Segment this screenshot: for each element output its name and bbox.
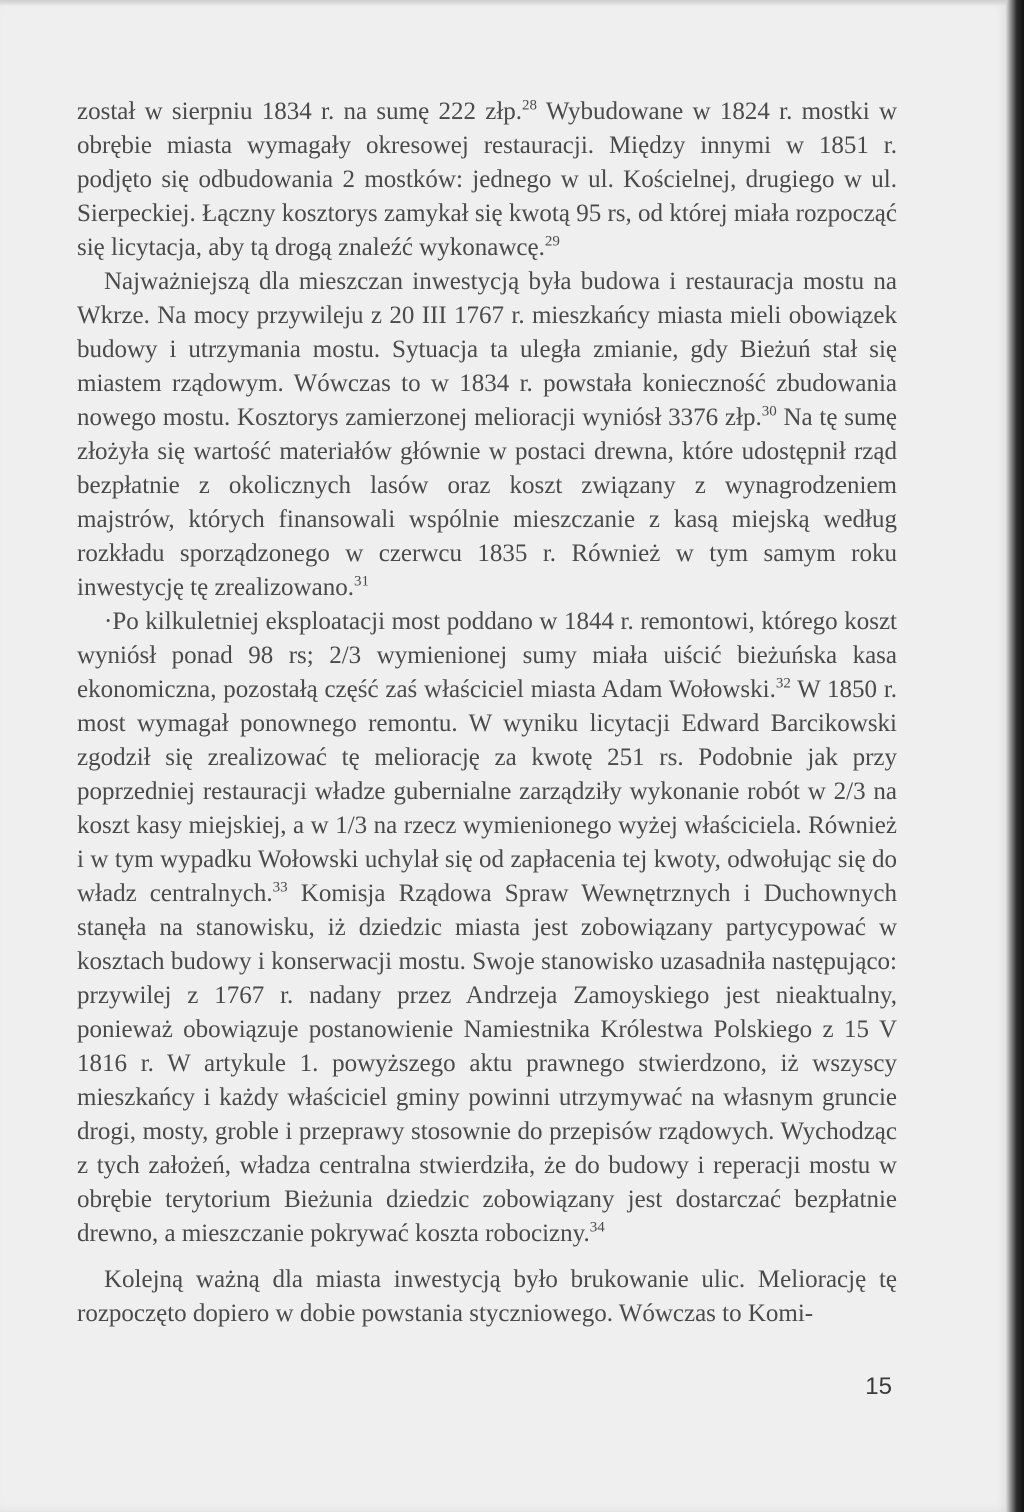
- footnote-ref: 28: [522, 97, 538, 114]
- page-edge-shadow: [1006, 0, 1024, 1512]
- footnote-ref: 31: [353, 573, 369, 590]
- paragraph-4: [77, 1263, 897, 1331]
- text-run: Kolejną ważną dla miasta inwestycją było brukowanie ulic. Meliorację tę rozpoczęto dopiero w dobie powstania styczniowego. Wówczas to Komi-: [77, 1266, 897, 1327]
- text-run: Komisja Rządowa Spraw Wewnętrznych i Duchownych stanęła na stanowisku, iż dziedzic miasta jest zobowiązany partycypować w kosztach budowy i konserwacji mostu. Swoje stanowisko uzasadniła następująco: przywilej z 1767 r. nadany przez Andrzeja Zamoyskiego jest nieaktualny, ponieważ obowiązuje postanowienie Namiestnika Królestwa Polskiego z 15 V 1816 r. W artykule 1. powyższego aktu prawnego stwierdzono, iż wszyscy mieszkańcy i każdy właściciel gminy powinni utrzymywać na własnym gruncie drogi, mosty, groble i przeprawy stosownie do przepisów rządowych. Wychodząc z tych założeń, władza centralna stwierdziła, że do budowy i reperacji mostu w obrębie terytorium Bieżunia dziedzic zobowiązany jest dostarczać bezpłatnie drewno, a mieszczanie pokrywać koszta robocizny.: [77, 880, 897, 1247]
- text-run: został w sierpniu 1834 r. na sumę 222 złp.: [77, 98, 523, 125]
- text-run: Wybudowane w 1824 r. mostki w obrębie miasta wymagały okresowej restauracji. Między innymi w 1851 r. podjęto się odbudowania 2 mostków: jednego w ul. Kościelnej, drugiego w ul. Sierpeckiej. Łączny kosztorys zamykał się kwotą 95 rs, od której miała rozpocząć się licytacja, aby tą drogą znaleźć wykonawcę.: [77, 98, 898, 261]
- footnote-ref: 34: [589, 1219, 605, 1236]
- text-run: ·Po kilkuletniej eksploatacji most poddano w 1844 r. remontowi, którego koszt wyniósł ponad 98 rs; 2/3 wymienionej sumy miała uiścić bieżuńska kasa ekonomiczna, pozostałą część zaś właściciel miasta Adam Wołowski.: [77, 608, 897, 703]
- paragraph-3: [77, 605, 897, 1251]
- footnote-ref: 32: [775, 675, 791, 692]
- text-run: Na tę sumę złożyła się wartość materiałów głównie w postaci drewna, które udostępnił rząd bezpłatnie z okolicznych lasów oraz koszt związany z wynagrodzeniem majstrów, których finansowali wspólnie mieszczanie z kasą miejską według rozkładu sporządzonego w czerwcu 1835 r. Również w tym samym roku inwestycję tę zrealizowano.: [77, 404, 897, 601]
- paragraph-1: [77, 95, 897, 265]
- paragraph-2: [77, 265, 897, 605]
- body-text: [77, 95, 897, 1331]
- page-number: 15: [865, 1373, 892, 1400]
- text-run: Najważniejszą dla mieszczan inwestycją była budowa i restauracja mostu na Wkrze. Na mocy przywileju z 20 III 1767 r. mieszkańcy miasta mieli obowiązek budowy i utrzymania mostu. Sytuacja ta uległa zmianie, gdy Bieżuń stał się miastem rządowym. Wówczas to w 1834 r. powstała konieczność zbudowania nowego mostu. Kosztorys zamierzonej melioracji wyniósł 3376 złp.: [77, 268, 897, 431]
- footnote-ref: 33: [272, 879, 288, 896]
- footnote-ref: 29: [544, 233, 560, 250]
- footnote-ref: 30: [761, 403, 777, 420]
- page-top-shadow: [0, 0, 1010, 6]
- text-run: W 1850 r. most wymagał ponownego remontu. W wyniku licytacji Edward Barcikowski zgodził się zrealizować tę meliorację za kwotę 251 rs. Podobnie jak przy poprzedniej restauracji władze gubernialne zarządziły wykonanie robót w 2/3 na koszt kasy miejskiej, a w 1/3 na rzecz wymienionego wyżej właściciela. Również i w tym wypadku Wołowski uchylał się od zapłacenia tej kwoty, odwołując się do władz centralnych.: [77, 676, 898, 907]
